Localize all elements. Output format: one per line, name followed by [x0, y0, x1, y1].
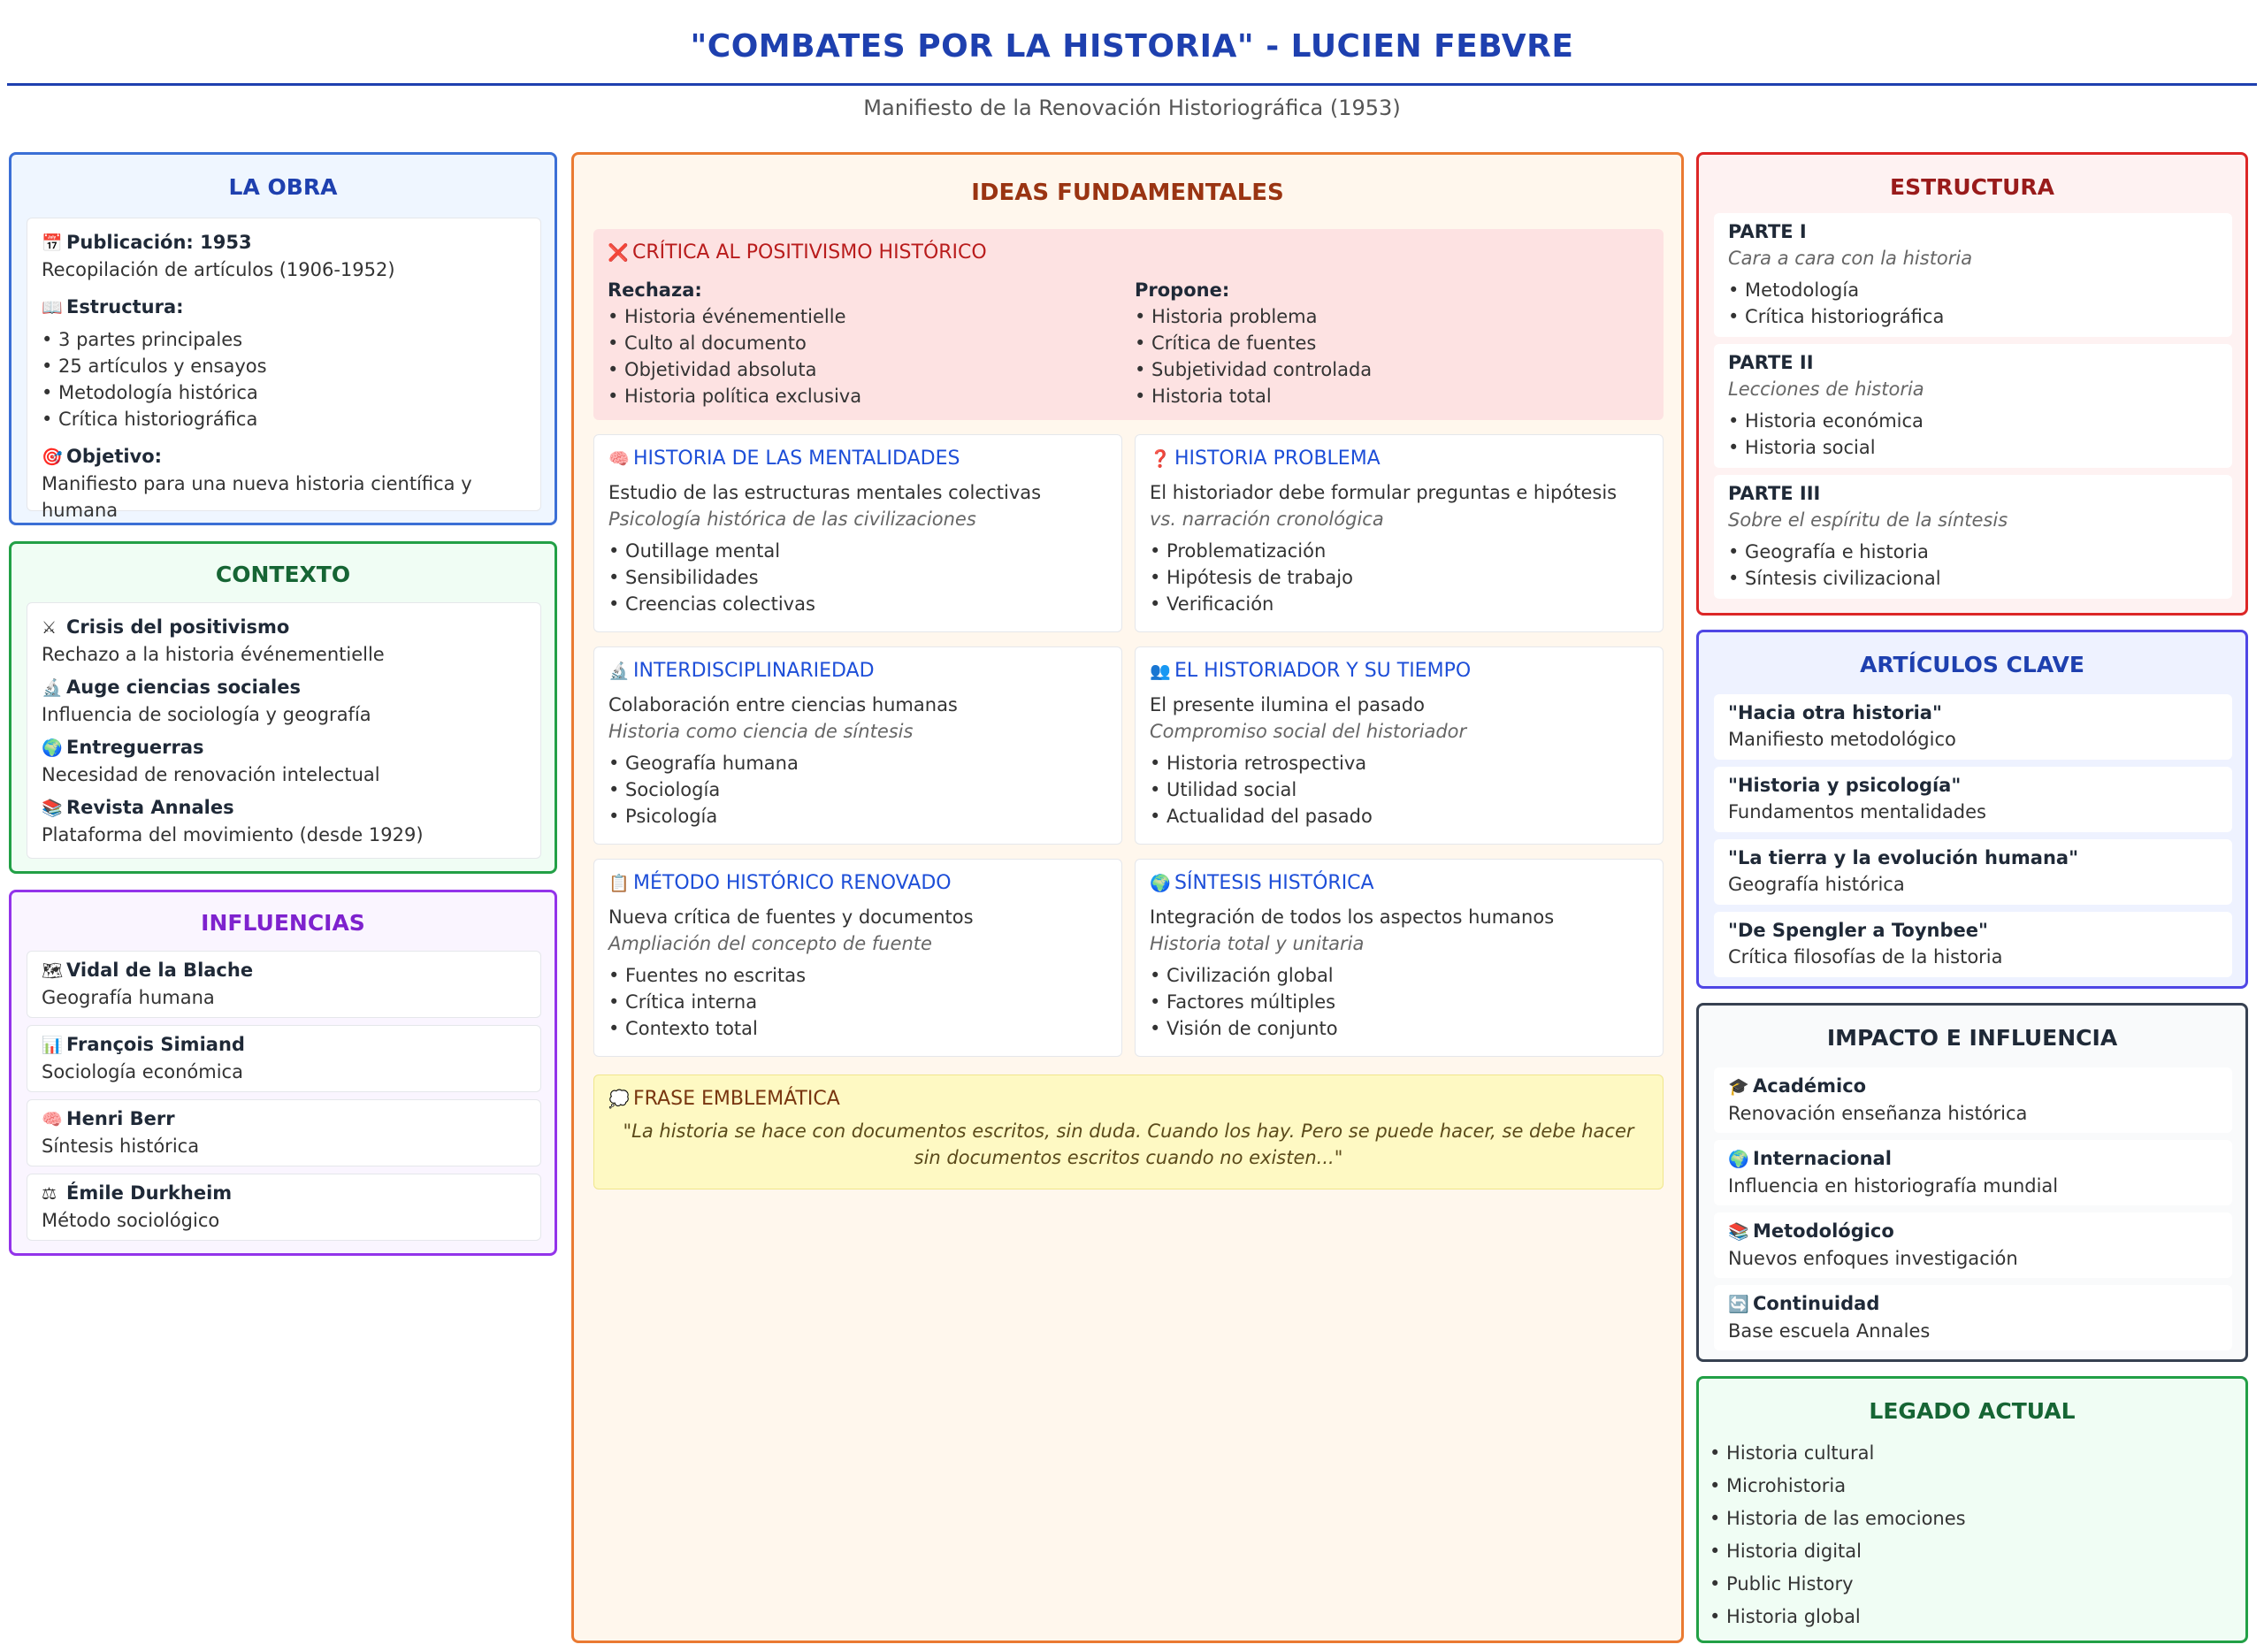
panel-legado-actual [1696, 1376, 2248, 1643]
panel-ideas-fundamentales [571, 152, 1684, 1643]
panel-title: CONTEXTO [215, 562, 351, 587]
list-item: • Metodología histórica [42, 382, 258, 403]
influencia-card: 📊 François Simiand Sociología económica [27, 1025, 541, 1092]
impacto-card: 🔄 Continuidad Base escuela Annales [1714, 1285, 2232, 1350]
list-item: • Historia global [1709, 1606, 1861, 1627]
influencia-card: 🧠 Henri Berr Síntesis histórica [27, 1099, 541, 1166]
list-item: • Historia de las emociones [1709, 1508, 1966, 1529]
panel-impacto-influencia [1696, 1003, 2248, 1362]
refresh-icon: 🔄 [1728, 1295, 1749, 1314]
parte-card: PARTE II Lecciones de historia • Historia económica • Historia social [1714, 344, 2232, 468]
card-metodo-renovado: 📋 MÉTODO HISTÓRICO RENOVADO Nueva crítica de fuentes y documentos Ampliación del concepto de fuente • Fuentes no escritas • Crítica interna • Contexto total [593, 859, 1122, 1057]
bar-chart-icon: 📊 [42, 1036, 63, 1055]
panel-title: ESTRUCTURA [1890, 174, 2054, 200]
map-icon: 🗺 [42, 961, 64, 981]
panel-contexto [9, 541, 557, 874]
impacto-card: 🌍 Internacional Influencia en historiografía mundial [1714, 1140, 2232, 1205]
swords-icon: ⚔ [42, 618, 57, 638]
parte-card: PARTE III Sobre el espíritu de la síntesis • Geografía e historia • Síntesis civilizacional [1714, 475, 2232, 599]
panel-articulos-clave [1696, 630, 2248, 989]
target-icon: 🎯 [42, 447, 63, 467]
speech-bubble-icon: 💭 [608, 1090, 630, 1109]
rechaza-column: Rechaza: • Historia événementielle • Culto al documento • Objetividad absoluta • Historia política exclusiva [608, 279, 862, 407]
parte-card: PARTE I Cara a cara con la historia • Metodología • Crítica historiográfica [1714, 213, 2232, 337]
panel-title: ARTÍCULOS CLAVE [1860, 652, 2084, 677]
question-icon: ❓ [1150, 449, 1171, 469]
objetivo-label: Objetivo: [66, 446, 163, 467]
list-item: • 3 partes principales [42, 329, 243, 350]
articulo-card: "Historia y psicología" Fundamentos mentalidades [1714, 767, 2232, 832]
brain-icon: 🧠 [608, 449, 630, 469]
list-item: • Microhistoria [1709, 1475, 1847, 1496]
articulo-card: "De Spengler a Toynbee" Crítica filosofías de la historia [1714, 912, 2232, 977]
list-item: • 25 artículos y ensayos [42, 356, 267, 377]
list-item: 🌍 Entreguerras Necesidad de renovación intelectual [42, 737, 380, 785]
propone-column: Propone: • Historia problema • Crítica de fuentes • Subjetividad controlada • Historia total [1135, 279, 1373, 407]
scales-icon: ⚖ [42, 1184, 57, 1204]
books-icon: 📚 [42, 799, 63, 818]
objetivo-value: Manifiesto para una nueva historia científica y humana [42, 473, 472, 521]
page-subtitle: Manifiesto de la Renovación Historiográfica (1953) [863, 96, 1401, 120]
microscope-icon: 🔬 [42, 678, 63, 698]
books-icon: 📚 [1728, 1222, 1749, 1242]
panel-title: LA OBRA [228, 174, 338, 200]
globe-icon: 🌍 [42, 738, 63, 758]
impacto-card: 📚 Metodológico Nuevos enfoques investigación [1714, 1212, 2232, 1278]
list-item: • Public History [1709, 1573, 1854, 1595]
header [7, 0, 2257, 86]
estructura-label: Estructura: [66, 296, 184, 317]
articulo-card: "La tierra y la evolución humana" Geografía histórica [1714, 839, 2232, 905]
impacto-card: 🎓 Académico Renovación enseñanza histórica [1714, 1067, 2232, 1133]
frase-emblematica-box: 💭 FRASE EMBLEMÁTICA "La historia se hace con documentos escritos, sin duda. Cuando los hay. Pero se puede hacer, se debe hacer sin documentos escritos cuando no existen..." [593, 1075, 1664, 1189]
graduation-cap-icon: 🎓 [1728, 1077, 1749, 1097]
card-historia-problema: ❓ HISTORIA PROBLEMA El historiador debe formular preguntas e hipótesis vs. narración cronológica • Problematización • Hipótesis de trabajo • Verificación [1135, 434, 1664, 632]
list-item: ⚔ Crisis del positivismo Rechazo a la historia événementielle [42, 616, 385, 665]
publicacion-value: Recopilación de artículos (1906-1952) [42, 259, 395, 280]
brain-icon: 🧠 [42, 1110, 63, 1129]
contexto-card [27, 602, 541, 859]
globe-icon: 🌍 [1728, 1150, 1749, 1169]
critica-positivismo-box: ❌ CRÍTICA AL POSITIVISMO HISTÓRICO Rechaza: • Historia événementielle • Culto al documento • Objetividad absoluta • Historia política exclusiva Propone: • Historia problema • Crítica de fuentes • Subjetividad controlada • Historia total [593, 229, 1664, 420]
obra-card [27, 218, 541, 521]
list-item: • Crítica historiográfica [42, 409, 258, 430]
influencia-card: ⚖ Émile Durkheim Método sociológico [27, 1174, 541, 1241]
book-icon: 📖 [42, 298, 63, 317]
calendar-icon: 📅 [42, 233, 63, 253]
quote-text: "La historia se hace con documentos escritos, sin duda. Cuando los hay. Pero se puede hacer, se debe hacer sin documentos escritos cuando no existen..." [623, 1120, 1634, 1168]
globe-icon: 🌍 [1150, 874, 1171, 893]
list-item: • Historia digital [1709, 1541, 1862, 1562]
legado-list [1709, 1437, 1966, 1633]
panel-title: IDEAS FUNDAMENTALES [971, 180, 1284, 206]
list-item: 📚 Revista Annales Plataforma del movimiento (desde 1929) [42, 797, 424, 845]
panel-title: LEGADO ACTUAL [1869, 1398, 2076, 1424]
articulo-card: "Hacia otra historia" Manifiesto metodológico [1714, 694, 2232, 760]
panel-title: IMPACTO E INFLUENCIA [1826, 1025, 2118, 1051]
panel-estructura [1696, 152, 2248, 616]
people-icon: 👥 [1150, 662, 1171, 681]
card-historiador-tiempo: 👥 EL HISTORIADOR Y SU TIEMPO El presente ilumina el pasado Compromiso social del historiador • Historia retrospectiva • Utilidad social • Actualidad del pasado [1135, 646, 1664, 845]
microscope-icon: 🔬 [608, 662, 630, 681]
page-title: "COMBATES POR LA HISTORIA" - LUCIEN FEBVRE [690, 28, 1574, 65]
list-item: 🔬 Auge ciencias sociales Influencia de sociología y geografía [42, 677, 371, 725]
list-item: • Historia cultural [1709, 1442, 1875, 1464]
panel-influencias [9, 890, 557, 1256]
publicacion-label: Publicación: 1953 [66, 232, 252, 253]
card-historia-mentalidades: 🧠 HISTORIA DE LAS MENTALIDADES Estudio de las estructuras mentales colectivas Psicología histórica de las civilizaciones • Outillage mental • Sensibilidades • Creencias colectivas [593, 434, 1122, 632]
cross-icon: ❌ [608, 243, 629, 263]
panel-la-obra [9, 152, 557, 525]
clipboard-icon: 📋 [608, 874, 630, 893]
card-interdisciplinariedad: 🔬 INTERDISCIPLINARIEDAD Colaboración entre ciencias humanas Historia como ciencia de síntesis • Geografía humana • Sociología • Psicología [593, 646, 1122, 845]
card-sintesis-historica: 🌍 SÍNTESIS HISTÓRICA Integración de todos los aspectos humanos Historia total y unitaria • Civilización global • Factores múltiples • Visión de conjunto [1135, 859, 1664, 1057]
panel-title: INFLUENCIAS [201, 910, 365, 936]
influencia-card: 🗺 Vidal de la Blache Geografía humana [27, 951, 541, 1018]
